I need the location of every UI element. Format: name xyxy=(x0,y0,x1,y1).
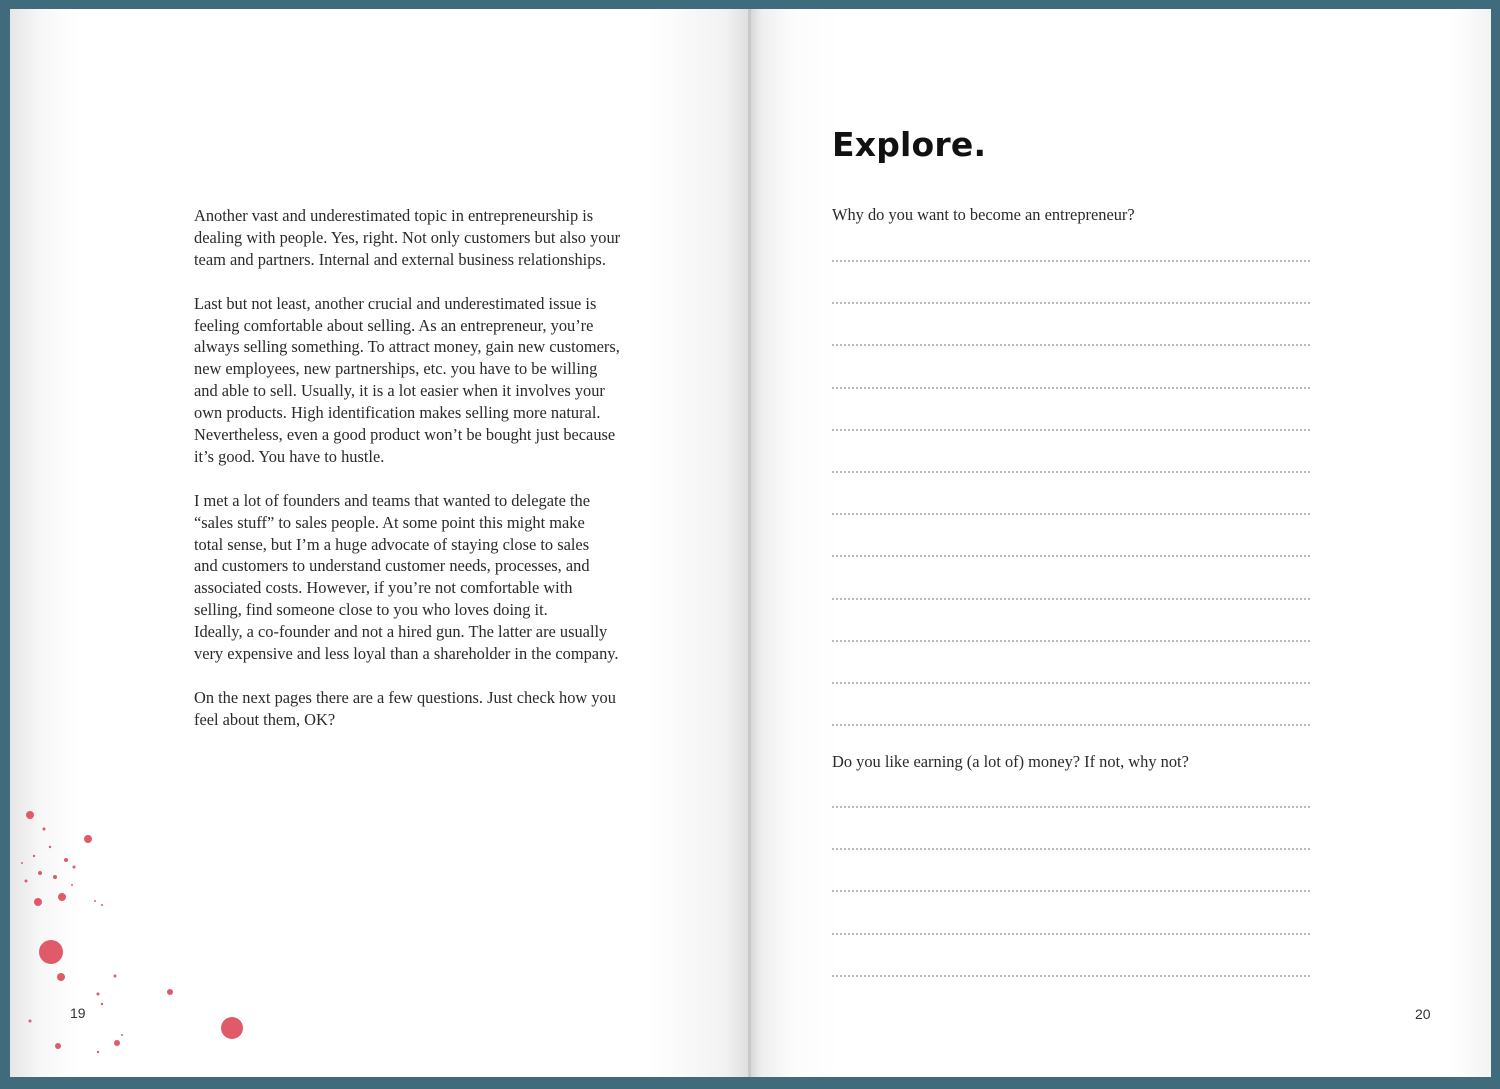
answer-line[interactable] xyxy=(832,975,1310,977)
paragraph-2: Last but not least, another crucial and underestimated issue is feeling comfortable about selling. As an entrepreneur, you’re always selling something. To attract money, gain new customers, new employees, new partnerships, etc. you have to be willing and able to sell. Usually, it is a lot easier when it involves your own products. High identification makes selling more natural. Nevertheless, even a good product won’t be bought just because it’s good. You have to hustle. xyxy=(194,293,620,466)
question-1: Why do you want to become an entrepreneur? xyxy=(832,205,1135,224)
answer-line[interactable] xyxy=(832,302,1310,304)
paragraph-3: I met a lot of founders and teams that wanted to delegate the “sales stuff” to sales people. At some point this might make total sense, but I’m a huge advocate of staying close to sales and customers to understand customer needs, processes, and associated costs. However, if you’re not comfortable with selling, find someone close to you who loves doing it. Ideally, a co-founder and not a hired gun. The latter are usually very expensive and less loyal than a shareholder in the company. xyxy=(194,490,619,664)
book-gutter xyxy=(748,9,751,1077)
paragraph-1: Another vast and underestimated topic in entrepreneurship is dealing with people. Yes, right. Not only customers but also your team and partners. Internal and external business relationships. xyxy=(194,206,621,269)
open-book xyxy=(10,9,1491,1077)
page-number-left: 19 xyxy=(70,1005,86,1021)
answer-line[interactable] xyxy=(832,471,1310,473)
answer-line[interactable] xyxy=(832,682,1310,684)
answer-line[interactable] xyxy=(832,344,1310,346)
answer-line[interactable] xyxy=(832,806,1310,808)
answer-line[interactable] xyxy=(832,724,1310,726)
question-2: Do you like earning (a lot of) money? If not, why not? xyxy=(832,752,1189,771)
body-text xyxy=(194,205,684,753)
answer-line[interactable] xyxy=(832,933,1310,935)
answer-line[interactable] xyxy=(832,598,1310,600)
answer-line[interactable] xyxy=(832,555,1310,557)
answer-line[interactable] xyxy=(832,513,1310,515)
paint-splatter-decoration xyxy=(10,789,260,1069)
answer-line[interactable] xyxy=(832,429,1310,431)
answer-line[interactable] xyxy=(832,260,1310,262)
answer-line[interactable] xyxy=(832,640,1310,642)
answer-line[interactable] xyxy=(832,890,1310,892)
answer-line[interactable] xyxy=(832,848,1310,850)
answer-line[interactable] xyxy=(832,387,1310,389)
page-number-right: 20 xyxy=(1415,1006,1431,1022)
page-heading: Explore. xyxy=(832,125,987,164)
paragraph-4: On the next pages there are a few questions. Just check how you feel about them, OK? xyxy=(194,687,616,729)
left-page xyxy=(10,9,750,1077)
right-page xyxy=(750,9,1491,1077)
